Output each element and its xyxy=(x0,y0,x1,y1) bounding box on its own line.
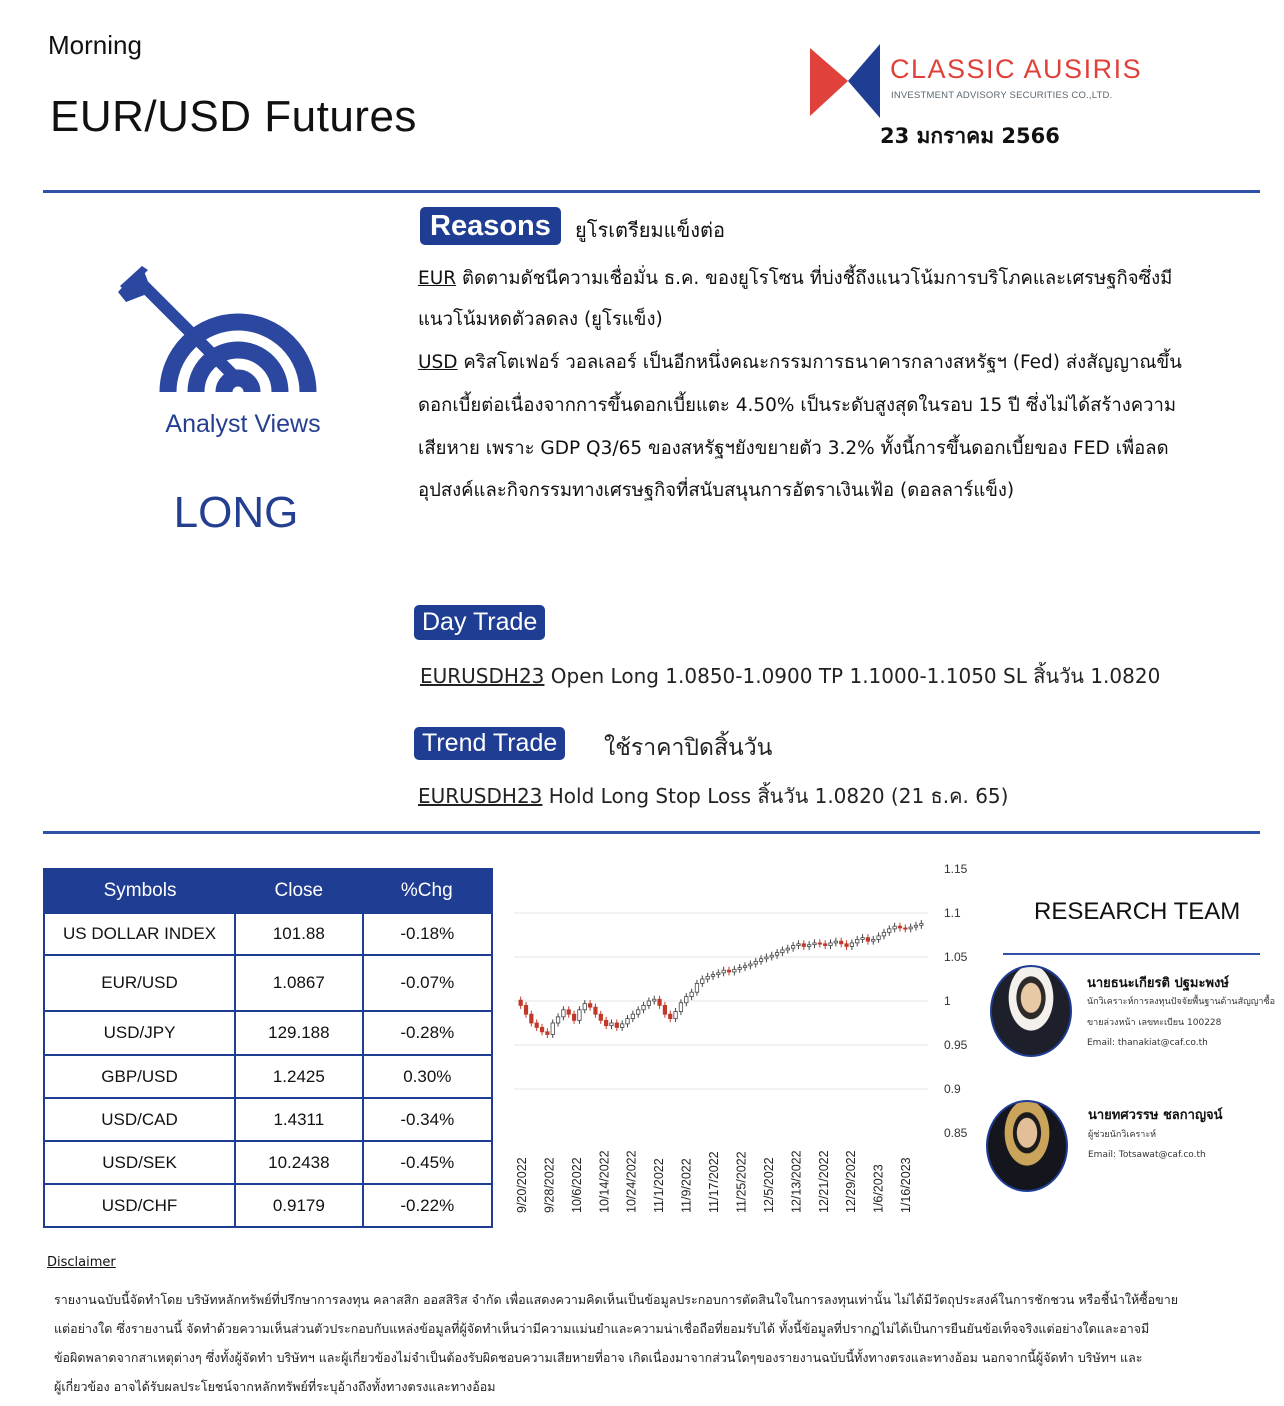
symbol-cell: GBP/USD xyxy=(44,1055,235,1098)
x-tick-label: 11/9/2022 xyxy=(679,1158,694,1213)
disclaimer-text xyxy=(54,1285,1244,1401)
chg-cell: 0.30% xyxy=(363,1055,492,1098)
chg-cell: -0.34% xyxy=(363,1098,492,1141)
candle-body xyxy=(749,964,752,966)
eur-text: ติดตามดัชนีความเชื่อมั่น ธ.ค. ของยูโรโซน ที่บ่งชี้ถึงแนวโน้มการบริโภคและเศรษฐกิจซึ่งมี xyxy=(456,268,1173,289)
x-tick-label: 11/17/2022 xyxy=(707,1151,722,1213)
candle-body xyxy=(599,1014,602,1020)
candle-body xyxy=(775,953,778,956)
research-team-divider xyxy=(1003,953,1260,955)
reasons-headline: ยูโรเตรียมแข็งต่อ xyxy=(575,218,725,242)
x-tick-label: 9/28/2022 xyxy=(542,1157,557,1213)
x-tick-label: 1/16/2023 xyxy=(899,1157,914,1213)
candle-body xyxy=(653,999,656,1001)
candle-body xyxy=(754,961,757,964)
candle-body xyxy=(711,975,714,977)
candle-body xyxy=(701,979,704,983)
chg-cell: -0.18% xyxy=(363,913,492,955)
day-trade-text: Open Long 1.0850-1.0900 TP 1.1000-1.1050 SL สิ้นวัน 1.0820 xyxy=(544,664,1161,688)
candle-body xyxy=(807,945,810,947)
candle-body xyxy=(920,924,923,926)
candle-body xyxy=(530,1014,533,1023)
x-tick-label: 10/6/2022 xyxy=(569,1157,584,1213)
page-title: EUR/USD Futures xyxy=(50,92,417,141)
analyst-photo xyxy=(990,965,1072,1057)
candle-body xyxy=(690,992,693,996)
eur-tag: EUR xyxy=(418,268,457,289)
symbol-cell: USD/JPY xyxy=(44,1011,235,1055)
candle-body xyxy=(546,1032,549,1035)
y-tick-label: 1.1 xyxy=(944,906,961,920)
stance-label: LONG xyxy=(173,488,299,537)
usd-tag: USD xyxy=(418,352,458,373)
candle-body xyxy=(845,944,848,947)
report-date: 23 มกราคม 2566 xyxy=(880,124,1060,148)
analyst-name: นายธนะเกียรติ ปฐมะพงษ์ xyxy=(1087,976,1229,991)
reason-eur-line-2: แนวโน้มหดตัวลดลง (ยูโรแข็ง) xyxy=(418,309,663,330)
candle-body xyxy=(658,999,661,1005)
x-tick-label: 1/6/2023 xyxy=(871,1164,886,1213)
reason-usd-line-1 xyxy=(418,342,1268,383)
table-row xyxy=(44,1141,492,1184)
candle-body xyxy=(834,941,837,943)
trend-trade-line xyxy=(418,780,1008,812)
day-trade-badge: Day Trade xyxy=(414,605,545,640)
x-tick-label: 9/20/2022 xyxy=(515,1157,529,1213)
close-cell: 1.0867 xyxy=(235,955,362,1011)
chg-cell: -0.28% xyxy=(363,1011,492,1055)
close-cell: 10.2438 xyxy=(235,1141,362,1184)
close-cell: 0.9179 xyxy=(235,1184,362,1227)
header-chg: %Chg xyxy=(363,869,492,913)
day-trade-symbol: EURUSDH23 xyxy=(420,664,545,688)
candle-body xyxy=(669,1014,672,1018)
disclaimer-line: รายงานฉบับนี้จัดทำโดย บริษัทหลักทรัพย์ที่ปรึกษาการลงทุน คลาสสิก ออสสิริส จำกัด เพื่อแสดงความคิดเห็นเป็นข้อมูลประกอบการตัดสินใจในการลงทุนเท่านั้น ไม่ได้มีวัตถุประสงค์ในการชักชวน หรือชี้นำให้ซื้อขาย xyxy=(54,1292,1179,1307)
candle-body xyxy=(791,946,794,949)
disclaimer-line: แต่อย่างใด ซึ่งรายงานนี้ จัดทำด้วยความเห็นส่วนตัวประกอบกับแหล่งข้อมูลที่ผู้จัดทำเห็นว่ามีความแม่นยำและความน่าเชื่อถือที่ยอมรับได้ ทั้งนี้ข้อมูลที่ปรากฏไม่ได้เป็นการยืนยันข้อเท็จจริงแต่อย่างใดและอาจมี xyxy=(54,1321,1150,1336)
candle-body xyxy=(797,944,800,946)
candle-body xyxy=(727,970,730,972)
candle-body xyxy=(877,936,880,940)
price-chart xyxy=(508,855,988,1220)
candle-body xyxy=(540,1027,543,1031)
session-label: Morning xyxy=(48,30,142,60)
candle-body xyxy=(898,926,901,928)
assistant-email: Email: Totsawat@caf.co.th xyxy=(1088,1150,1206,1160)
x-tick-label: 12/29/2022 xyxy=(844,1150,859,1213)
candle-body xyxy=(524,1005,527,1014)
trend-trade-note: ใช้ราคาปิดสิ้นวัน xyxy=(604,735,773,761)
candle-body xyxy=(642,1005,645,1009)
candle-body xyxy=(578,1010,581,1021)
candle-body xyxy=(685,997,688,1003)
reason-usd-line-3: เสียหาย เพราะ GDP Q3/65 ของสหรัฐฯยังขยายตัว 3.2% ทั้งนี้การขึ้นดอกเบี้ยของ FED เพื่อลด xyxy=(418,438,1169,459)
y-tick-label: 0.9 xyxy=(944,1082,961,1096)
symbol-cell: USD/SEK xyxy=(44,1141,235,1184)
candle-body xyxy=(695,983,698,992)
candle-body xyxy=(850,943,853,947)
candle-body xyxy=(567,1010,570,1014)
candle-body xyxy=(722,970,725,973)
x-tick-label: 12/21/2022 xyxy=(816,1150,831,1213)
disclaimer-title: Disclaimer xyxy=(47,1255,116,1270)
analyst-email: Email: thanakiat@caf.co.th xyxy=(1087,1038,1208,1048)
close-cell: 129.188 xyxy=(235,1011,362,1055)
chg-cell: -0.07% xyxy=(363,955,492,1011)
candle-body xyxy=(839,941,842,944)
candle-body xyxy=(679,1003,682,1012)
candle-body xyxy=(604,1020,607,1025)
candle-body xyxy=(572,1014,575,1020)
candle-body xyxy=(588,1004,591,1008)
candle-body xyxy=(631,1014,634,1018)
table-row xyxy=(44,1184,492,1227)
close-cell: 101.88 xyxy=(235,913,362,955)
candle-body xyxy=(872,939,875,941)
table-header-row xyxy=(44,869,492,913)
chg-cell: -0.45% xyxy=(363,1141,492,1184)
assistant-name: นายทศวรรษ ชลกาญจน์ xyxy=(1088,1108,1223,1123)
candle-body xyxy=(647,1001,650,1005)
trend-trade-badge: Trend Trade xyxy=(414,727,565,760)
x-tick-label: 11/25/2022 xyxy=(734,1151,749,1213)
symbol-cell: US DOLLAR INDEX xyxy=(44,913,235,955)
table-row xyxy=(44,955,492,1011)
candle-body xyxy=(615,1023,618,1027)
candle-body xyxy=(556,1017,559,1023)
candle-body xyxy=(909,927,912,929)
analyst-role: นักวิเคราะห์การลงทุนปัจจัยพื้นฐานด้านสัญญาซื้อ xyxy=(1087,997,1275,1007)
y-tick-label: 0.85 xyxy=(944,1126,968,1140)
target-arrow-icon xyxy=(112,262,332,402)
usd-text: คริสโตเฟอร์ วอลเลอร์ เป็นอีกหนึ่งคณะกรรมการธนาคารกลางสหรัฐฯ (Fed) ส่งสัญญาณขึ้น xyxy=(457,352,1182,373)
trend-trade-text: Hold Long Stop Loss สิ้นวัน 1.0820 (21 ธ.ค. 65) xyxy=(542,784,1009,808)
section-divider xyxy=(43,831,1260,834)
disclaimer-line: ผู้เกี่ยวข้อง อาจได้รับผลประโยชน์จากหลักทรัพย์ที่ระบุอ้างถึงทั้งทางตรงและทางอ้อม xyxy=(54,1379,496,1394)
y-tick-label: 0.95 xyxy=(944,1038,968,1052)
candle-body xyxy=(636,1010,639,1014)
candle-body xyxy=(583,1004,586,1010)
logo-name: CLASSIC AUSIRIS xyxy=(890,54,1143,84)
trend-trade-symbol: EURUSDH23 xyxy=(418,784,543,808)
close-cell: 1.4311 xyxy=(235,1098,362,1141)
market-table xyxy=(43,868,493,1228)
x-tick-label: 10/24/2022 xyxy=(624,1150,639,1213)
x-tick-label: 11/1/2022 xyxy=(652,1158,667,1213)
assistant-role: ผู้ช่วยนักวิเคราะห์ xyxy=(1088,1130,1157,1140)
candle-body xyxy=(856,939,859,943)
x-tick-label: 12/5/2022 xyxy=(761,1157,776,1213)
candle-body xyxy=(626,1019,629,1024)
assistant-photo xyxy=(986,1100,1068,1192)
x-tick-label: 10/14/2022 xyxy=(597,1150,612,1213)
candle-body xyxy=(620,1024,623,1028)
analyst-license: ขายล่วงหน้า เลขทะเบียน 100228 xyxy=(1087,1018,1222,1028)
candle-body xyxy=(594,1007,597,1014)
header-divider xyxy=(43,190,1260,193)
candle-body xyxy=(562,1010,565,1017)
candle-body xyxy=(738,968,741,970)
candle-body xyxy=(861,938,864,940)
candle-body xyxy=(519,1000,522,1005)
symbol-cell: USD/CAD xyxy=(44,1098,235,1141)
close-cell: 1.2425 xyxy=(235,1055,362,1098)
candle-body xyxy=(551,1023,554,1034)
analyst-views-label: Analyst Views xyxy=(165,410,321,438)
header-symbols: Symbols xyxy=(44,869,235,913)
reason-eur-line-1 xyxy=(418,258,1268,299)
candle-body xyxy=(743,966,746,968)
candle-body xyxy=(759,959,762,962)
candle-body xyxy=(674,1012,677,1019)
table-row xyxy=(44,1055,492,1098)
candle-body xyxy=(818,943,821,944)
candle-body xyxy=(770,955,773,957)
reason-usd-line-2: ดอกเบี้ยต่อเนื่องจากการขึ้นดอกเบี้ยแตะ 4.50% เป็นระดับสูงสุดในรอบ 15 ปี ซึ่งไม่ได้สร้างความ xyxy=(418,395,1177,416)
candle-body xyxy=(823,944,826,946)
reasons-badge: Reasons xyxy=(420,207,561,245)
candle-body xyxy=(610,1023,613,1026)
x-tick-label: 12/13/2022 xyxy=(789,1150,804,1213)
candle-body xyxy=(904,928,907,929)
research-team-title: RESEARCH TEAM xyxy=(1034,898,1241,925)
table-row xyxy=(44,913,492,955)
reason-usd-line-4: อุปสงค์และกิจกรรมทางเศรษฐกิจที่สนับสนุนการอัตราเงินเฟ้อ (ดอลลาร์แข็ง) xyxy=(418,480,1015,501)
candle-body xyxy=(893,926,896,929)
candle-body xyxy=(914,925,917,927)
day-trade-line xyxy=(420,660,1160,692)
table-row xyxy=(44,1011,492,1055)
header-close: Close xyxy=(235,869,362,913)
y-tick-label: 1.05 xyxy=(944,950,968,964)
symbol-cell: EUR/USD xyxy=(44,955,235,1011)
candle-body xyxy=(888,929,891,933)
candle-body xyxy=(813,943,816,945)
y-tick-label: 1 xyxy=(944,994,951,1008)
candle-body xyxy=(733,969,736,972)
table-row xyxy=(44,1098,492,1141)
logo-subtitle: INVESTMENT ADVISORY SECURITIES CO.,LTD. xyxy=(891,90,1113,101)
candle-body xyxy=(535,1023,538,1027)
candle-body xyxy=(706,976,709,979)
candle-body xyxy=(765,957,768,959)
candle-body xyxy=(829,943,832,946)
chg-cell: -0.22% xyxy=(363,1184,492,1227)
symbol-cell: USD/CHF xyxy=(44,1184,235,1227)
candle-body xyxy=(781,950,784,953)
y-tick-label: 1.15 xyxy=(944,862,968,876)
candle-body xyxy=(786,948,789,950)
candle-body xyxy=(802,944,805,947)
candle-body xyxy=(866,938,869,942)
candle-body xyxy=(717,973,720,975)
candle-body xyxy=(663,1005,666,1014)
disclaimer-line: ข้อผิดพลาดจากสาเหตุต่างๆ ซึ่งทั้งผู้จัดทำ บริษัทฯ และผู้เกี่ยวข้องไม่จำเป็นต้องรับผิดชอบความเสียหายที่อาจ เกิดเนื่องมาจากส่วนใดๆของรายงานฉบับนี้ทั้งทางตรงและทางอ้อม นอกจากนี้ผู้จัดทำ บริษัทฯ และ xyxy=(54,1350,1143,1365)
candle-body xyxy=(882,932,885,936)
